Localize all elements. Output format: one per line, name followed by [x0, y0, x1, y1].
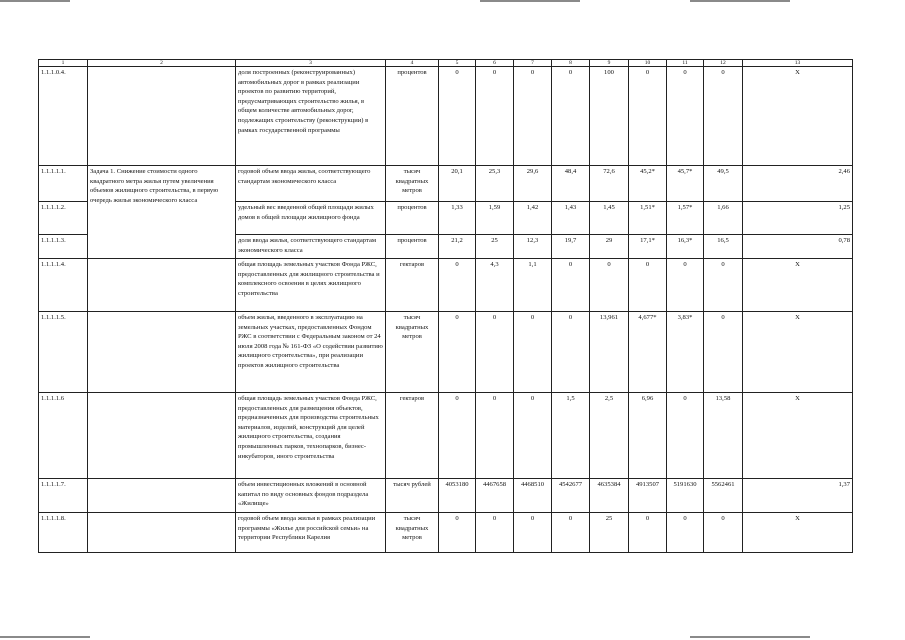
last-value-cell: X [743, 259, 853, 312]
last-value-cell: 1,25 [743, 202, 853, 235]
value-cell: 0 [552, 513, 590, 553]
header-cell: 13 [743, 60, 853, 67]
value-cell: 1,57* [667, 202, 704, 235]
indicator-cell: объем жилья, введенного в эксплуатацию на земельных участках, предоставленных Фондом РЖС в соответствии с Федеральным законом от 24 июля 2008 года № 161-ФЗ «О содействии развитию жилищного строительства», при реализации проектов жилищного строительства [236, 312, 386, 393]
value-cell: 1,51* [629, 202, 667, 235]
value-cell: 16,3* [667, 235, 704, 259]
task-cell [88, 393, 236, 479]
value-cell: 6,96 [629, 393, 667, 479]
task-cell [88, 513, 236, 553]
task-cell [88, 67, 236, 166]
value-cell: 0 [476, 67, 514, 166]
row-number: 1.1.1.1.1. [39, 166, 88, 202]
value-cell: 25 [476, 235, 514, 259]
unit-cell: тысяч рублей [386, 479, 439, 513]
value-cell: 4468510 [514, 479, 552, 513]
value-cell: 0 [514, 67, 552, 166]
row-number: 1.1.1.1.3. [39, 235, 88, 259]
task-cell [88, 479, 236, 513]
value-cell: 0 [704, 259, 743, 312]
last-value-cell: X [743, 393, 853, 479]
value-cell: 17,1* [629, 235, 667, 259]
value-cell: 45,2* [629, 166, 667, 202]
value-cell: 0 [629, 513, 667, 553]
value-cell: 4053180 [439, 479, 476, 513]
unit-cell: процентов [386, 202, 439, 235]
scan-edge-line [480, 0, 580, 2]
row-number: 1.1.1.1.5. [39, 312, 88, 393]
unit-cell: тысяч квадратных метров [386, 312, 439, 393]
scan-edge-line [0, 0, 70, 2]
value-cell: 0 [476, 393, 514, 479]
last-value-cell: 2,46 [743, 166, 853, 202]
table-row [39, 166, 853, 202]
unit-cell: процентов [386, 67, 439, 166]
value-cell: 1,43 [552, 202, 590, 235]
header-cell: 4 [386, 60, 439, 67]
task-cell [88, 259, 236, 312]
value-cell: 1,45 [590, 202, 629, 235]
value-cell: 3,83* [667, 312, 704, 393]
indicator-cell: общая площадь земельных участков Фонда РЖС, предоставленных для размещения объектов, предназначенных для производства строительных материалов, изделий, конструкций для целей жилищного строительства, создания промышленных парков, технопарков, бизнес-инкубаторов, иного строительства [236, 393, 386, 479]
value-cell: 12,3 [514, 235, 552, 259]
scan-edge-line [690, 636, 810, 638]
scan-edge-line [690, 0, 790, 2]
row-number: 1.1.1.1.8. [39, 513, 88, 553]
table-row [39, 312, 853, 393]
header-cell: 11 [667, 60, 704, 67]
value-cell: 49,5 [704, 166, 743, 202]
value-cell: 25,3 [476, 166, 514, 202]
header-cell: 2 [88, 60, 236, 67]
value-cell: 0 [667, 259, 704, 312]
value-cell: 4467658 [476, 479, 514, 513]
value-cell: 1,1 [514, 259, 552, 312]
header-cell: 9 [590, 60, 629, 67]
value-cell: 4542677 [552, 479, 590, 513]
header-cell: 1 [39, 60, 88, 67]
header-cell: 7 [514, 60, 552, 67]
value-cell: 13,961 [590, 312, 629, 393]
value-cell: 0 [476, 312, 514, 393]
value-cell: 0 [667, 67, 704, 166]
header-cell: 3 [236, 60, 386, 67]
value-cell: 0 [476, 513, 514, 553]
value-cell: 5562461 [704, 479, 743, 513]
row-number: 1.1.1.0.4. [39, 67, 88, 166]
header-cell: 8 [552, 60, 590, 67]
indicators-table [38, 59, 853, 553]
value-cell: 100 [590, 67, 629, 166]
last-value-cell: 0,78 [743, 235, 853, 259]
last-value-cell: X [743, 67, 853, 166]
row-number: 1.1.1.1.7. [39, 479, 88, 513]
value-cell: 72,6 [590, 166, 629, 202]
value-cell: 19,7 [552, 235, 590, 259]
value-cell: 0 [439, 393, 476, 479]
value-cell: 0 [704, 513, 743, 553]
value-cell: 0 [667, 513, 704, 553]
value-cell: 0 [629, 259, 667, 312]
indicator-cell: годовой объем ввода жилья в рамках реализации программы «Жилье для российской семьи» на территории Республики Карелия [236, 513, 386, 553]
last-value-cell: X [743, 513, 853, 553]
value-cell: 0 [514, 513, 552, 553]
indicator-cell: объем инвестиционных вложений в основной капитал по виду основных фондов подраздела «Жилище» [236, 479, 386, 513]
value-cell: 0 [629, 67, 667, 166]
value-cell: 29 [590, 235, 629, 259]
table-row [39, 513, 853, 553]
indicator-cell: годовой объем ввода жилья, соответствующего стандартам экономического класса [236, 166, 386, 202]
header-cell: 12 [704, 60, 743, 67]
value-cell: 48,4 [552, 166, 590, 202]
indicator-cell: доля построенных (реконструированных) автомобильных дорог в рамках реализации проектов по развитию территорий, предусматривающих строительство жилья, в общем количестве автомобильных дорог, подлежащих строительству (реконструкции) в рамках государственной программы [236, 67, 386, 166]
column-numbers-row [39, 60, 853, 67]
value-cell: 0 [514, 393, 552, 479]
value-cell: 0 [704, 67, 743, 166]
unit-cell: тысяч квадратных метров [386, 513, 439, 553]
value-cell: 29,6 [514, 166, 552, 202]
value-cell: 1,42 [514, 202, 552, 235]
value-cell: 1,59 [476, 202, 514, 235]
value-cell: 0 [552, 312, 590, 393]
value-cell: 0 [439, 67, 476, 166]
value-cell: 13,58 [704, 393, 743, 479]
value-cell: 0 [439, 312, 476, 393]
value-cell: 0 [704, 312, 743, 393]
task-cell [88, 312, 236, 393]
value-cell: 16,5 [704, 235, 743, 259]
value-cell: 4,3 [476, 259, 514, 312]
value-cell: 0 [552, 67, 590, 166]
value-cell: 0 [667, 393, 704, 479]
value-cell: 5191630 [667, 479, 704, 513]
indicator-cell: общая площадь земельных участков Фонда РЖС, предоставленных для жилищного строительства и комплексного освоения в целях жилищного строительства [236, 259, 386, 312]
value-cell: 4635384 [590, 479, 629, 513]
row-number: 1.1.1.1.4. [39, 259, 88, 312]
value-cell: 45,7* [667, 166, 704, 202]
row-number: 1.1.1.1.2. [39, 202, 88, 235]
value-cell: 2,5 [590, 393, 629, 479]
value-cell: 0 [552, 259, 590, 312]
unit-cell: гектаров [386, 393, 439, 479]
row-number: 1.1.1.1.6 [39, 393, 88, 479]
value-cell: 25 [590, 513, 629, 553]
last-value-cell: 1,37 [743, 479, 853, 513]
value-cell: 0 [514, 312, 552, 393]
table-row [39, 479, 853, 513]
unit-cell: гектаров [386, 259, 439, 312]
value-cell: 4,677* [629, 312, 667, 393]
table-row [39, 67, 853, 166]
scan-edge-line [0, 636, 90, 638]
header-cell: 5 [439, 60, 476, 67]
unit-cell: процентов [386, 235, 439, 259]
header-cell: 6 [476, 60, 514, 67]
value-cell: 4913507 [629, 479, 667, 513]
value-cell: 0 [590, 259, 629, 312]
header-cell: 10 [629, 60, 667, 67]
value-cell: 1,66 [704, 202, 743, 235]
value-cell: 1,5 [552, 393, 590, 479]
value-cell: 21,2 [439, 235, 476, 259]
value-cell: 1,33 [439, 202, 476, 235]
value-cell: 0 [439, 259, 476, 312]
last-value-cell: X [743, 312, 853, 393]
indicator-cell: доля ввода жилья, соответствующего стандартам экономического класса [236, 235, 386, 259]
value-cell: 0 [439, 513, 476, 553]
table-row [39, 393, 853, 479]
indicator-cell: удельный вес введенной общей площади жилых домов в общей площади жилищного фонда [236, 202, 386, 235]
table-row [39, 259, 853, 312]
value-cell: 20,1 [439, 166, 476, 202]
task-cell: Задача 1. Снижение стоимости одного квадратного метра жилья путем увеличения объемов жилищного строительства, в первую очередь жилья экономического класса [88, 166, 236, 259]
unit-cell: тысяч квадратных метров [386, 166, 439, 202]
